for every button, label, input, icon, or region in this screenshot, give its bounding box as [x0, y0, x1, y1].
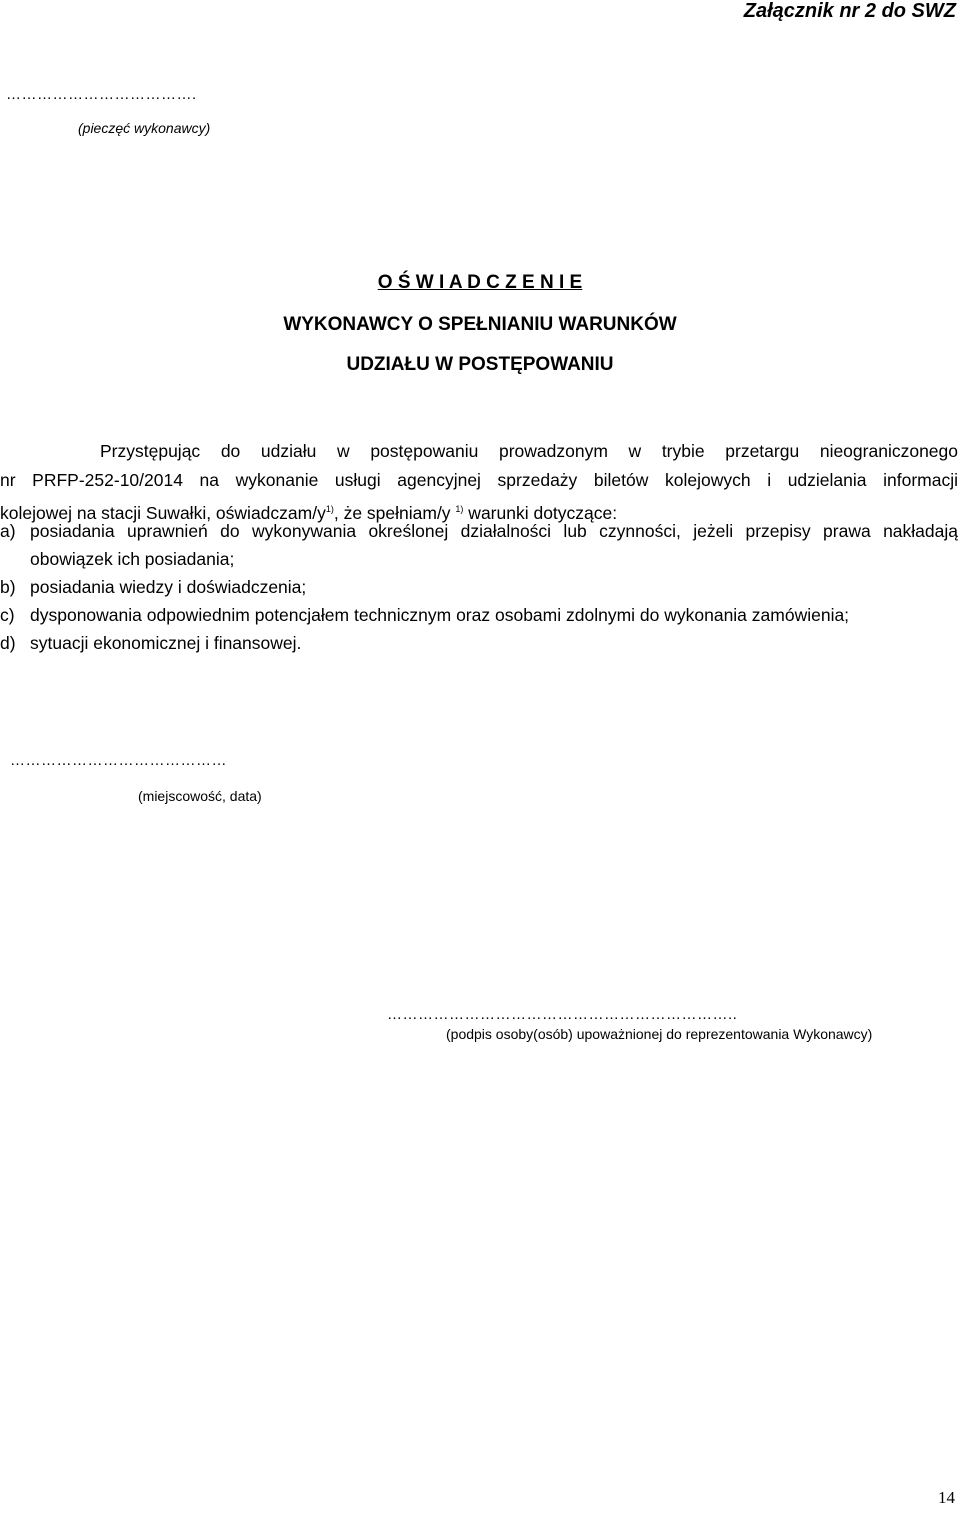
document-title: O Ś W I A D C Z E N I E — [377, 272, 583, 293]
signature-dotted-line: ………………………………………………………….. — [387, 1006, 738, 1023]
list-item-text: posiadania uprawnień do wykonywania określonej działalności lub czynności, jeżeli przepisy prawa nakładają obowiązek ich posiadania; — [30, 521, 958, 569]
list-marker: c) — [0, 605, 15, 625]
list-item-text: dysponowania odpowiednim potencjałem technicznym oraz osobami zdolnymi do wykonania zamówienia; — [30, 605, 850, 625]
footnote-ref-1: 1) — [325, 504, 334, 514]
annex-label: Załącznik nr 2 do SWZ — [743, 0, 956, 22]
stamp-caption: (pieczęć wykonawcy) — [78, 120, 211, 136]
signature-caption: (podpis osoby(osób) upoważnionej do reprezentowania Wykonawcy) — [446, 1026, 873, 1042]
list-item — [0, 573, 958, 601]
conditions-list — [0, 517, 958, 657]
document-subtitle-2: UDZIAŁU W POSTĘPOWANIU — [346, 354, 614, 375]
stamp-dotted-line: ………………………………. — [6, 86, 197, 103]
list-item — [0, 629, 958, 657]
list-marker: b) — [0, 577, 16, 597]
list-item — [0, 517, 958, 573]
list-item-text: posiadania wiedzy i doświadczenia; — [30, 577, 307, 597]
intro-line-3-part-b: , że spełniam/y — [333, 503, 456, 523]
intro-paragraph — [0, 437, 958, 528]
intro-line-2: nr PRFP-252-10/2014 na wykonanie usługi agencyjnej sprzedaży biletów kolejowych i udzielania informacji — [0, 470, 958, 490]
list-marker: d) — [0, 633, 16, 653]
page-number: 14 — [938, 1488, 955, 1507]
intro-line-3-part-c: warunki dotyczące: — [463, 503, 618, 523]
list-item-text: sytuacji ekonomicznej i finansowej. — [30, 633, 302, 653]
list-item — [0, 601, 958, 629]
intro-line-1: Przystępując do udziału w postępowaniu prowadzonym w trybie przetargu nieograniczonego — [100, 441, 958, 461]
place-date-caption: (miejscowość, data) — [138, 788, 262, 804]
intro-line-3-part-a: kolejowej na stacji Suwałki, oświadczam/y — [0, 503, 326, 523]
footnote-ref-2: 1) — [455, 504, 464, 514]
place-date-dotted-line: …………………………………… — [10, 752, 227, 769]
document-subtitle-1: WYKONAWCY O SPEŁNIANIU WARUNKÓW — [283, 314, 677, 335]
list-marker: a) — [0, 521, 16, 541]
